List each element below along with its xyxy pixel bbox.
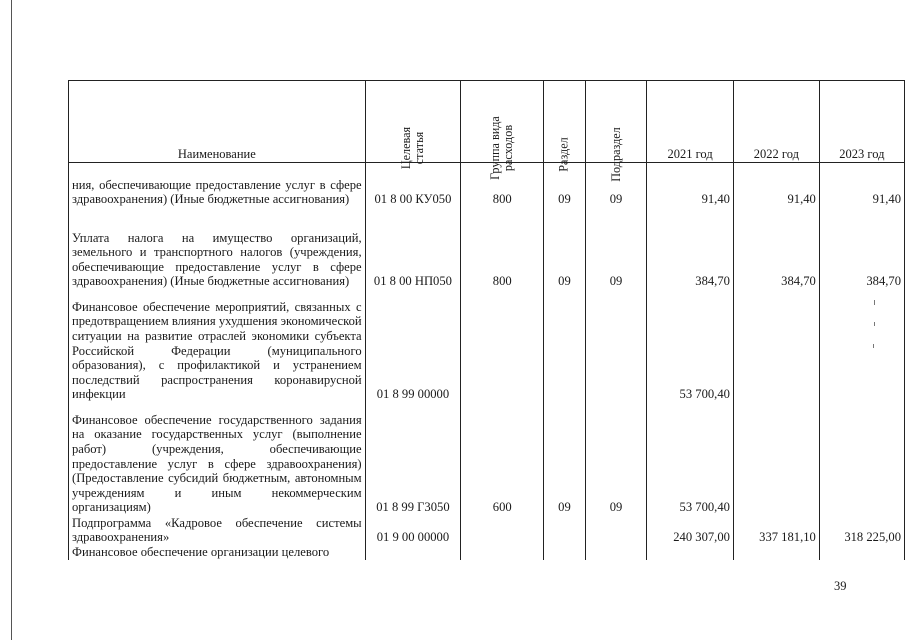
row-target-article: 01 8 00 КУ050 <box>365 163 461 208</box>
row-amount-2021: 384,70 <box>647 207 734 289</box>
row-target-article: 01 8 00 НП050 <box>365 207 461 289</box>
header-subsection-cell <box>585 81 647 183</box>
row-subsection: 09 <box>585 402 647 515</box>
row-amount-2022 <box>733 545 819 560</box>
row-amount-2023: 384,70 <box>819 207 904 289</box>
row-section: 09 <box>544 207 585 289</box>
table-row <box>69 545 905 560</box>
row-amount-2022: 384,70 <box>733 207 819 289</box>
row-amount-2023 <box>819 402 904 515</box>
row-subsection: 09 <box>585 207 647 289</box>
row-subsection <box>585 545 647 560</box>
row-target-article: 01 9 00 00000 <box>365 515 461 545</box>
row-amount-2022 <box>733 402 819 515</box>
row-name: Подпрограмма «Кадровое обеспечение системы здравоохранения» <box>69 515 366 545</box>
row-amount-2023 <box>819 545 904 560</box>
row-amount-2023: 91,40 <box>819 163 904 208</box>
header-subsection: Подраздел <box>608 127 623 183</box>
header-year-2023: 2023 год <box>819 81 904 163</box>
row-target-article <box>365 545 461 560</box>
row-expense-group <box>461 515 544 545</box>
row-amount-2021: 53 700,40 <box>647 289 734 402</box>
row-section <box>544 515 585 545</box>
table-row <box>69 402 905 515</box>
budget-table <box>68 80 905 560</box>
row-expense-group: 800 <box>461 207 544 289</box>
row-expense-group <box>461 289 544 402</box>
page-edge-line <box>11 0 12 640</box>
row-section: 09 <box>544 402 585 515</box>
page-number: 39 <box>834 579 847 593</box>
row-subsection <box>585 515 647 545</box>
row-name: Финансовое обеспечение государственного задания на оказание государственных услуг (выполнение работ) (учреждения, обеспечивающие предоставление услуг в сфере здравоохранения) (Предоставление субсидий бюджетным, автономным учреждениям и иным некоммерческим организациям) <box>69 402 366 515</box>
row-amount-2021: 240 307,00 <box>647 515 734 545</box>
header-expense-group-cell <box>461 81 544 181</box>
table-header-row <box>69 81 905 163</box>
row-name: Финансовое обеспечение мероприятий, связанных с предотвращением влияния ухудшения экономической ситуации на развитие отраслей экономики субъекта Российской Федерации (муниципального образования), с профилактикой и устранением последствий распространения коронавирусной инфекции <box>69 289 366 402</box>
row-amount-2023 <box>819 289 904 402</box>
table-row <box>69 515 905 545</box>
row-subsection <box>585 289 647 402</box>
row-name: ния, обеспечивающие предоставление услуг в сфере здравоохранения) (Иные бюджетные ассигнования) <box>69 163 366 208</box>
header-target-article: Целевая статья <box>398 127 426 170</box>
row-expense-group: 800 <box>461 163 544 208</box>
header-section: Раздел <box>556 137 571 173</box>
header-year-2022: 2022 год <box>733 81 819 163</box>
table-row <box>69 289 905 402</box>
table-row <box>69 163 905 208</box>
row-target-article: 01 8 99 Г3050 <box>365 402 461 515</box>
row-amount-2021: 91,40 <box>647 163 734 208</box>
header-name: Наименование <box>69 81 366 163</box>
row-amount-2021 <box>647 545 734 560</box>
row-amount-2021: 53 700,40 <box>647 402 734 515</box>
table-row <box>69 207 905 289</box>
row-target-article: 01 8 99 00000 <box>365 289 461 402</box>
row-section <box>544 289 585 402</box>
header-target-article-cell <box>365 81 461 170</box>
row-name: Уплата налога на имущество организаций, земельного и транспортного налогов (учреждения, обеспечивающие предоставление услуг в сфере здравоохранения) (Иные бюджетные ассигнования) <box>69 207 366 289</box>
row-amount-2023: 318 225,00 <box>819 515 904 545</box>
row-amount-2022 <box>733 289 819 402</box>
row-expense-group: 600 <box>461 402 544 515</box>
row-section <box>544 545 585 560</box>
header-year-2021: 2021 год <box>647 81 734 163</box>
row-name: Финансовое обеспечение организации целевого <box>69 545 366 560</box>
row-amount-2022: 337 181,10 <box>733 515 819 545</box>
header-section-cell <box>544 81 585 173</box>
row-section: 09 <box>544 163 585 208</box>
row-subsection: 09 <box>585 163 647 208</box>
row-amount-2022: 91,40 <box>733 163 819 208</box>
row-expense-group <box>461 545 544 560</box>
header-expense-group: Группа вида расходов <box>488 116 516 181</box>
